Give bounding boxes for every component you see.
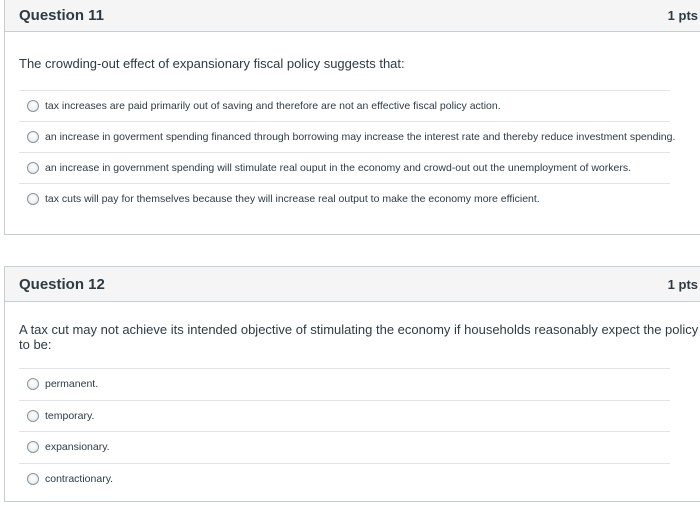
radio-button[interactable]: [27, 193, 39, 205]
question-title: Question 11: [19, 7, 105, 24]
answer-option[interactable]: [19, 121, 676, 152]
answer-option[interactable]: [19, 368, 670, 400]
radio-button[interactable]: [27, 131, 39, 143]
question-header: [5, 0, 700, 32]
answer-label[interactable]: expansionary.: [45, 441, 110, 454]
answer-option[interactable]: [19, 183, 670, 214]
question-title: Question 12: [19, 275, 105, 293]
answer-list: [19, 368, 670, 494]
question-text: A tax cut may not achieve its intended objective of stimulating the economy if households reasonably expect the policy to be:: [19, 322, 699, 352]
answer-label[interactable]: temporary.: [45, 409, 95, 422]
radio-button[interactable]: [27, 378, 39, 390]
answer-option[interactable]: [19, 463, 670, 495]
answer-label[interactable]: tax increases are paid primarily out of saving and therefore are not an effective fiscal policy action.: [45, 100, 501, 112]
question-header: [5, 267, 700, 302]
question-11-card: [4, 0, 700, 235]
answer-list: [19, 90, 676, 214]
answer-option[interactable]: [19, 90, 670, 121]
answer-label[interactable]: contractionary.: [45, 472, 114, 485]
answer-label[interactable]: permanent.: [45, 378, 99, 391]
answer-option[interactable]: [19, 431, 670, 463]
answer-label[interactable]: tax cuts will pay for themselves because they will increase real output to make the economy more efficient.: [45, 193, 540, 205]
question-text: The crowding-out effect of expansionary fiscal policy suggests that:: [19, 56, 405, 71]
radio-button[interactable]: [27, 410, 39, 422]
question-12-card: [4, 266, 700, 502]
radio-button[interactable]: [27, 473, 39, 485]
question-points: 1 pts: [667, 8, 698, 23]
question-points: 1 pts: [667, 276, 698, 292]
radio-button[interactable]: [27, 100, 39, 112]
answer-label[interactable]: an increase in government spending will stimulate real ouput in the economy and crowd-out out the unemployment of workers.: [45, 162, 631, 174]
radio-button[interactable]: [27, 441, 39, 453]
answer-label[interactable]: an increase in goverment spending financed through borrowing may increase the interest rate and thereby reduce investment spending.: [45, 131, 676, 143]
answer-option[interactable]: [19, 400, 670, 432]
answer-option[interactable]: [19, 152, 670, 183]
radio-button[interactable]: [27, 162, 39, 174]
